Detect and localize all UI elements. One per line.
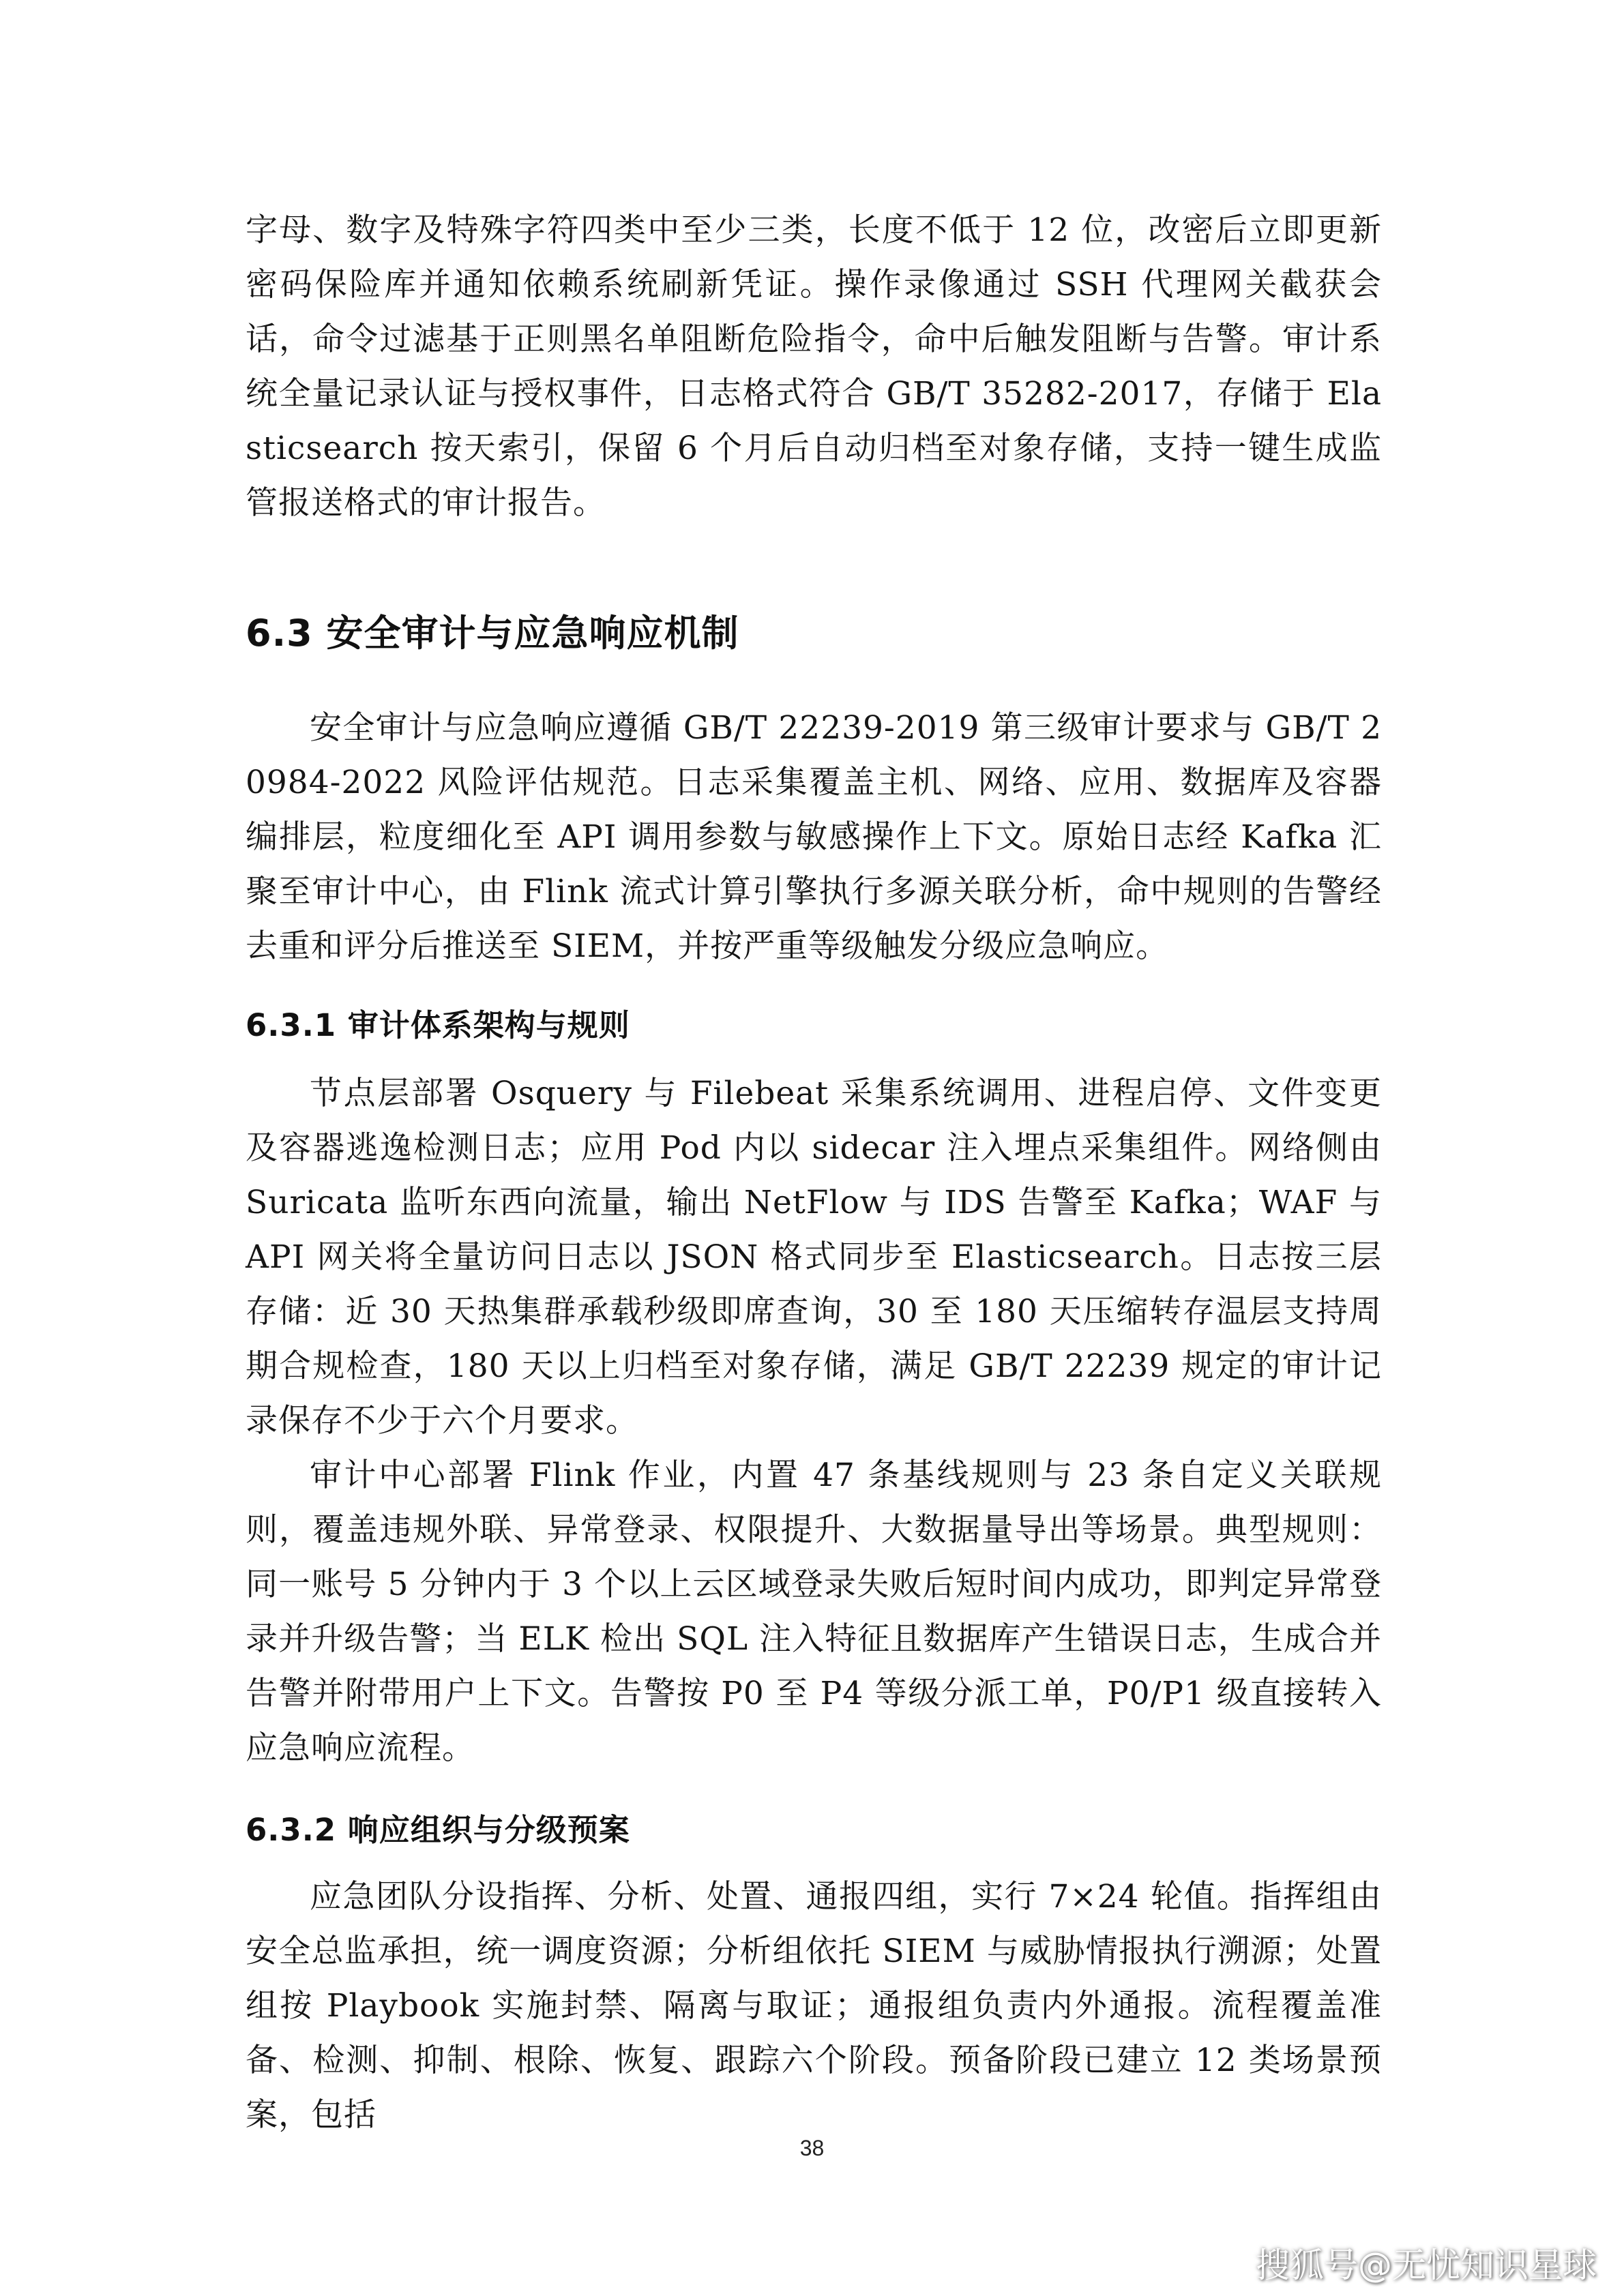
section-6-3-1-paragraph-1: 节点层部署 Osquery 与 Filebeat 采集系统调用、进程启停、文件变更及容器逃逸检测日志；应用 Pod 内以 sidecar 注入埋点采集组件。网络侧由 Suricata 监听东西向流量，输出 NetFlow 与 IDS 告警至 Kafka；WAF 与 API 网关将全量访问日志以 JSON 格式同步至 Elasticsearch。日志按三层存储：近 30 天热集群承载秒级即席查询，30 至 180 天压缩转存温层支持周期合规检查，180 天以上归档至对象存储，满足 GB/T 22239 规定的审计记录保存不少于六个月要求。 [246,1075,1382,1440]
watermark: 搜狐号@无忧知识星球 [1256,2246,1597,2285]
intro-paragraph: 字母、数字及特殊字符四类中至少三类，长度不低于 12 位，改密后立即更新密码保险库并通知依赖系统刷新凭证。操作录像通过 SSH 代理网关截获会话，命令过滤基于正则黑名单阻断危险指令，命中后触发阻断与告警。审计系统全量记录认证与授权事件，日志格式符合 GB/T 35282-2017，存储于 Elasticsearch 按天索引，保留 6 个月后自动归档至对象存储，支持一键生成监管报送格式的审计报告。 [246,211,1382,522]
page-number: 38 [799,2136,825,2160]
section-heading-6-3-2: 6.3.2 响应组织与分级预案 [246,1812,630,1848]
section-heading-6-3: 6.3 安全审计与应急响应机制 [246,612,739,655]
section-heading-6-3-1: 6.3.1 审计体系架构与规则 [246,1007,630,1043]
section-6-3-2-paragraph: 应急团队分设指挥、分析、处置、通报四组，实行 7×24 轮值。指挥组由安全总监承担，统一调度资源；分析组依托 SIEM 与威胁情报执行溯源；处置组按 Playbook 实施封禁、隔离与取证；通报组负责内外通报。流程覆盖准备、检测、抑制、根除、恢复、跟踪六个阶段。预备阶段已建立 12 类场景预案，包括 [246,1878,1382,2134]
section-6-3-paragraph: 安全审计与应急响应遵循 GB/T 22239-2019 第三级审计要求与 GB/T 20984-2022 风险评估规范。日志采集覆盖主机、网络、应用、数据库及容器编排层，粒度细化至 API 调用参数与敏感操作上下文。原始日志经 Kafka 汇聚至审计中心，由 Flink 流式计算引擎执行多源关联分析，命中规则的告警经去重和评分后推送至 SIEM，并按严重等级触发分级应急响应。 [246,709,1382,965]
section-6-3-1-paragraph-2: 审计中心部署 Flink 作业，内置 47 条基线规则与 23 条自定义关联规则，覆盖违规外联、异常登录、权限提升、大数据量导出等场景。典型规则：同一账号 5 分钟内于 3 个以上云区域登录失败后短时间内成功，即判定异常登录并升级告警；当 ELK 检出 SQL 注入特征且数据库产生错误日志，生成合并告警并附带用户上下文。告警按 P0 至 P4 等级分派工单，P0/P1 级直接转入应急响应流程。 [246,1457,1382,1767]
